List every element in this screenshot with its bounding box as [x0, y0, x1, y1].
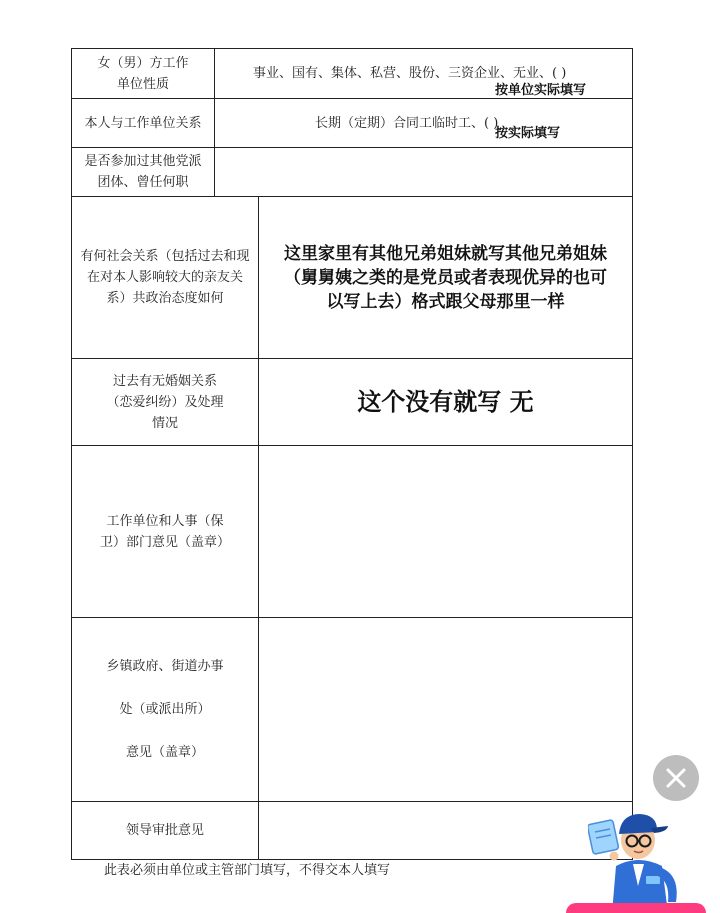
label-marriage-history — [72, 359, 259, 446]
row-leader-approval — [72, 802, 633, 860]
label-line: 乡镇政府、街道办事 — [106, 659, 224, 674]
cartoon-mascot-icon — [588, 806, 688, 913]
value-work-unit-nature[interactable] — [215, 49, 633, 99]
label-leader-approval: 领导审批意见 — [72, 802, 259, 860]
row-marriage-history — [72, 359, 633, 446]
unit-nature-options: 事业、国有、集体、私营、股份、三资企业、无业、( ) — [253, 66, 567, 81]
value-marriage-history[interactable] — [259, 359, 633, 446]
label-line: 在对本人影响较大的亲友关 — [86, 270, 243, 285]
label-line: 意见（盖章） — [125, 745, 204, 760]
close-button[interactable] — [653, 755, 699, 801]
promo-banner-edge[interactable] — [566, 903, 706, 913]
label-work-relationship: 本人与工作单位关系 — [72, 99, 215, 148]
label-line: 团体、曾任何职 — [97, 175, 189, 190]
value-work-unit-opinion[interactable] — [259, 446, 633, 618]
row-social-relations — [72, 197, 633, 359]
label-line: 系）共政治态度如何 — [106, 291, 224, 306]
label-line: 工作单位和人事（保 — [106, 513, 224, 529]
row-township-opinion — [72, 618, 633, 802]
label-line: 处（或派出所） — [119, 702, 211, 717]
label-line: （恋爱纠纷）及处理 — [106, 394, 224, 410]
value-party-membership[interactable] — [215, 148, 633, 197]
handwritten-note-relationship: 按实际填写 — [495, 126, 561, 141]
value-social-relations[interactable] — [259, 197, 633, 359]
political-review-form-table — [71, 48, 633, 860]
relationship-options: 长期（定期）合同工临时工、( ) — [315, 116, 499, 131]
label-line: 卫）部门意见（盖章） — [99, 534, 230, 550]
label-line: 是否参加过其他党派 — [84, 154, 202, 169]
handwritten-note-marriage-history: 这个没有就写 无 — [357, 388, 534, 416]
row-party-membership — [72, 148, 633, 197]
label-social-relations — [72, 197, 259, 359]
label-line: 情况 — [151, 415, 178, 431]
label-party-membership — [72, 148, 215, 197]
row-work-relationship — [72, 99, 633, 148]
value-work-relationship[interactable] — [215, 99, 633, 148]
promo-mascot[interactable] — [588, 806, 688, 913]
handwritten-note-social-relations: 这里家里有其他兄弟姐妹就写其他兄弟姐妹 （舅舅姨之类的是党员或者表现优异的也可以写上去）格式跟父母那里一样 — [284, 243, 607, 312]
label-work-unit-nature — [72, 49, 215, 99]
close-icon — [665, 767, 687, 789]
handwritten-note-unit-nature: 按单位实际填写 — [495, 83, 587, 98]
value-leader-approval[interactable] — [259, 802, 633, 860]
label-township-opinion — [72, 618, 259, 802]
label-work-unit-opinion — [72, 446, 259, 618]
label-line: 有何社会关系（包括过去和现 — [80, 249, 250, 264]
row-work-unit-opinion — [72, 446, 633, 618]
value-township-opinion[interactable] — [259, 618, 633, 802]
label-line: 过去有无婚姻关系 — [112, 373, 217, 389]
label-line: 女（男）方工作 — [97, 55, 189, 71]
label-line: 单位性质 — [116, 76, 169, 92]
row-work-unit-nature — [72, 49, 633, 99]
form-footnote: 此表必须由单位或主管部门填写，不得交本人填写 — [104, 863, 391, 878]
